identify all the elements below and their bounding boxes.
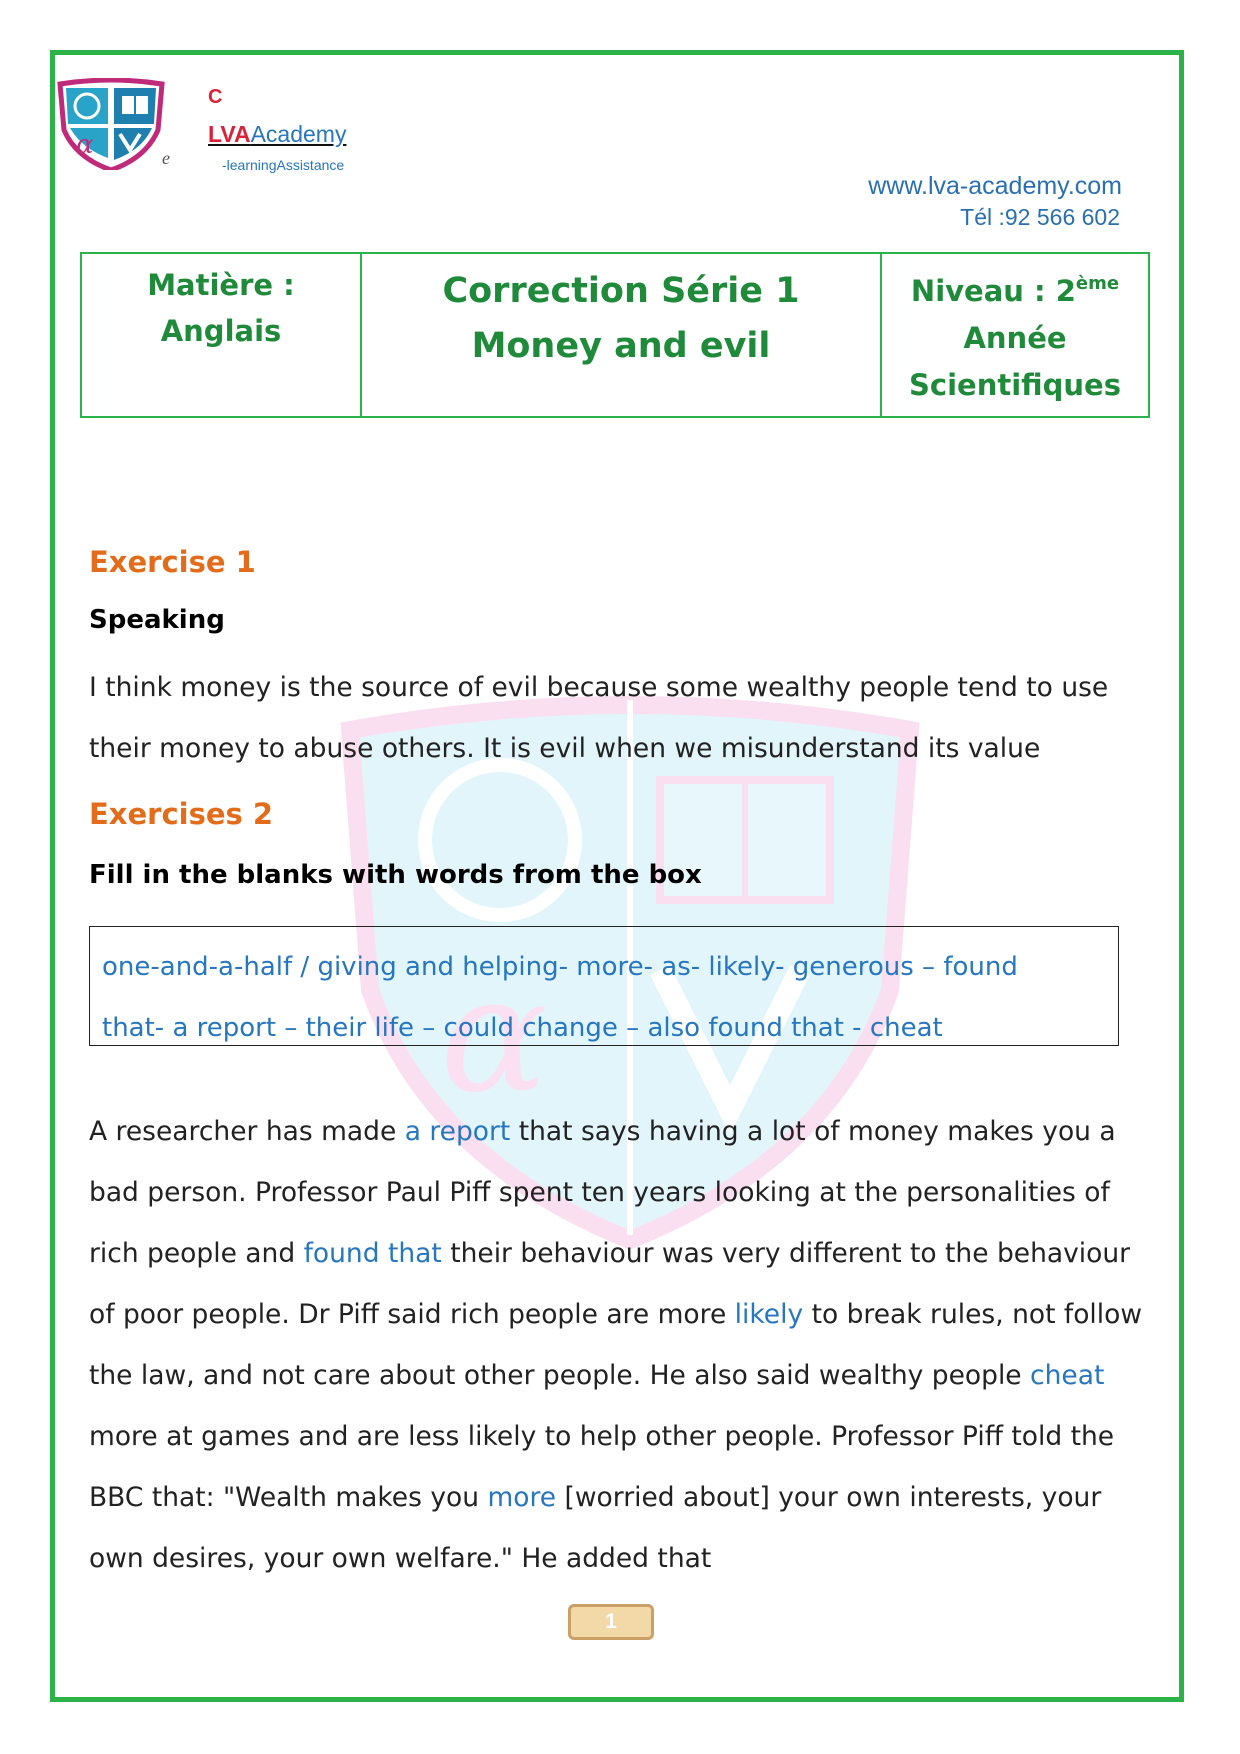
subject-label: Matière : <box>147 268 295 302</box>
exercise1-text: I think money is the source of evil because some wealthy people tend to use their money to abuse others. It is evil when we misunderstand its value <box>89 672 1109 764</box>
level-section: Scientifiques <box>909 368 1121 402</box>
brand-academy: Academy <box>250 121 347 147</box>
level-superscript: ème <box>1075 273 1120 294</box>
phone-number: Tél :92 566 602 <box>960 204 1120 230</box>
word-box-line: that- a report – their life – could change – also found that - cheat <box>102 1013 943 1043</box>
page-number: 1 <box>568 1604 654 1640</box>
brand-letter: C <box>208 86 223 108</box>
word-box-line: one-and-a-half / giving and helping- more- as- likely- generous – found <box>102 952 1018 982</box>
brand-lva: LVA <box>208 121 251 147</box>
brand-e-letter: e <box>162 148 170 168</box>
document-subtitle: Money and evil <box>471 326 771 366</box>
brand-name <box>208 121 346 148</box>
exercise1-subheading: Speaking <box>89 605 225 635</box>
passage-text: [worried about] your own interests, your own desires, your own welfare." He added that <box>89 1482 1102 1574</box>
document-title: Correction Série 1 <box>442 271 800 311</box>
exercise2-instruction: Fill in the blanks with words from the box <box>89 860 702 890</box>
passage-text: that says having a lot of money makes you a bad person. Professor Paul Piff spent ten years looking at the personalities of rich people and <box>89 1116 1116 1269</box>
answer-word: likely <box>734 1299 804 1330</box>
level-prefix: Niveau : 2 <box>910 274 1076 308</box>
passage-text: A researcher has made <box>89 1116 405 1147</box>
exercise1-heading: Exercise 1 <box>89 545 256 579</box>
svg-text:α: α <box>76 130 94 160</box>
answer-word: a report <box>404 1116 511 1147</box>
exercise2-passage <box>89 1101 1149 1589</box>
brand-tagline: -learningAssistance <box>222 157 345 173</box>
passage-text: to break rules, not follow the law, and not care about other people. He also said wealthy people <box>89 1299 1143 1391</box>
level-cell <box>881 253 1149 417</box>
subject-cell <box>81 253 361 417</box>
exercise2-heading: Exercises 2 <box>89 797 274 831</box>
subject-value: Anglais <box>160 314 282 348</box>
website-link[interactable]: www.lva-academy.com <box>868 172 1122 200</box>
header-table <box>80 252 1150 418</box>
lva-academy-logo-icon <box>56 78 166 170</box>
svg-text:α: α <box>440 941 549 1128</box>
answer-word: found that <box>303 1238 442 1269</box>
level-year: Année <box>963 321 1067 355</box>
answer-word: more <box>487 1482 557 1513</box>
title-cell <box>361 253 881 417</box>
word-box <box>89 926 1119 1046</box>
passage-text: their behaviour was very different to the behaviour of poor people. Dr Piff said rich people are more <box>89 1238 1131 1330</box>
level-label <box>883 260 1147 315</box>
answer-word: cheat <box>1030 1360 1105 1391</box>
passage-text: more at games and are less likely to help other people. Professor Piff told the BBC that: "Wealth makes you <box>89 1421 1115 1513</box>
